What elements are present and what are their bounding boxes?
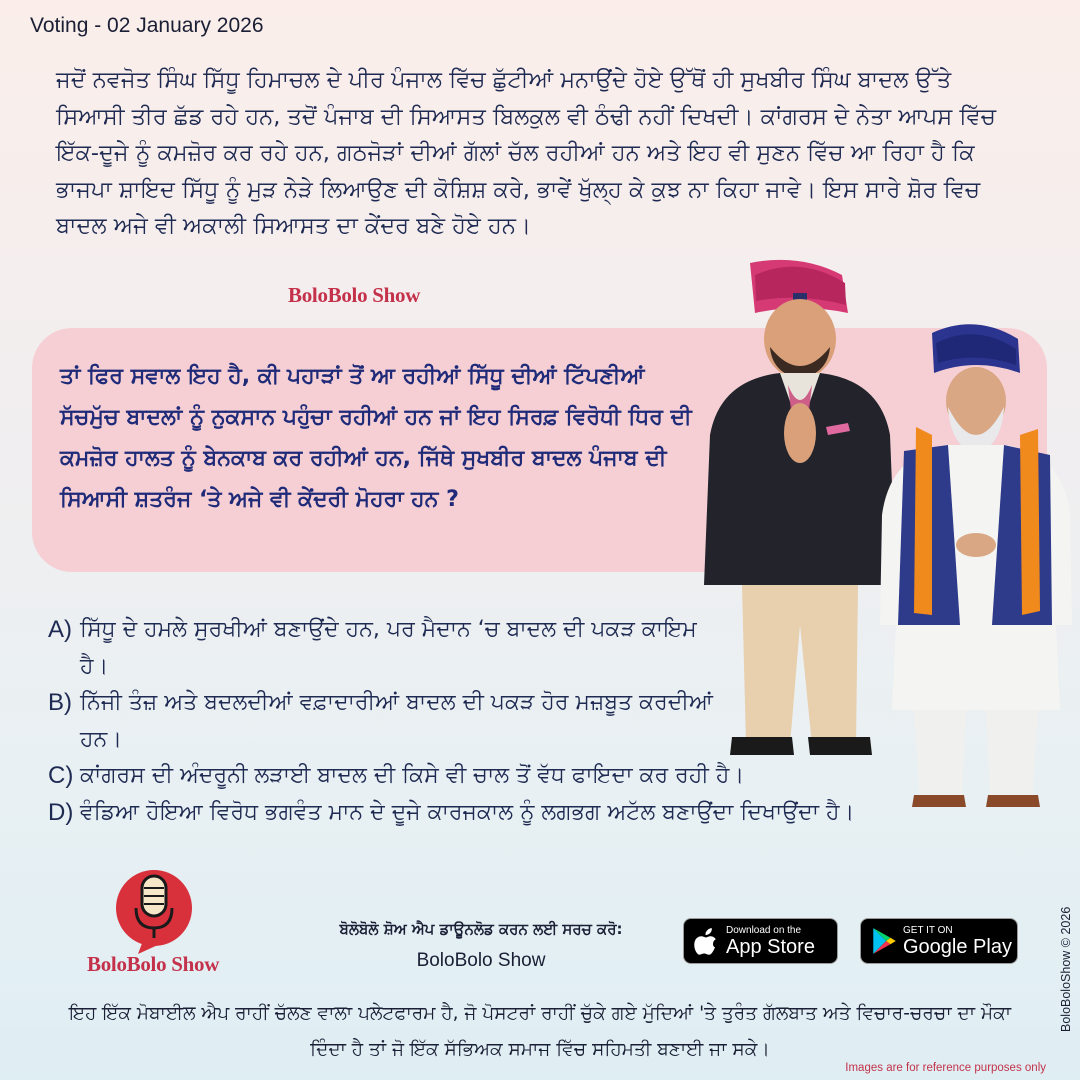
microphone-logo-icon (108, 868, 208, 954)
option-a[interactable] (48, 612, 928, 685)
option-letter: B) (48, 689, 72, 716)
option-b[interactable] (48, 685, 928, 758)
google-play-icon (871, 926, 897, 956)
question-text: ਤਾਂ ਫਿਰ ਸਵਾਲ ਇਹ ਹੈ, ਕੀ ਪਹਾੜਾਂ ਤੋਂ ਆ ਰਹੀਆਂ ਸਿੱਧੂ ਦੀਆਂ ਟਿੱਪਣੀਆਂ ਸੱਚਮੁੱਚ ਬਾਦਲਾਂ ਨੂੰ ਨੁਕਸਾਨ ਪਹੁੰਚਾ ਰਹੀਆਂ ਹਨ ਜਾਂ ਇਹ ਸਿਰਫ਼ ਵਿਰੋਧੀ ਧਿਰ ਦੀ ਕਮਜ਼ੋਰ ਹਾਲਤ ਨੂੰ ਬੇਨਕਾਬ ਕਰ ਰਹੀਆਂ ਹਨ, ਜਿੱਥੇ ਸੁਖਬੀਰ ਬਾਦਲ ਪੰਜਾਬ ਦੀ ਸਿਆਸੀ ਸ਼ਤਰੰਜ ‘ਤੇ ਅਜੇ ਵੀ ਕੇਂਦਰੀ ਮੋਹਰਾ ਹਨ ? (60, 364, 692, 512)
option-letter: C) (48, 762, 74, 789)
brand-watermark: BoloBolo Show (288, 283, 421, 307)
logo-text: BoloBolo Show (87, 952, 220, 976)
option-letter: A) (48, 616, 72, 643)
page-title: Voting - 02 January 2026 (30, 14, 264, 37)
search-app-name: BoloBolo Show (416, 950, 546, 971)
apple-icon (694, 926, 720, 956)
intro-paragraph: ਜਦੋਂ ਨਵਜੋਤ ਸਿੰਘ ਸਿੱਧੂ ਹਿਮਾਚਲ ਦੇ ਪੀਰ ਪੰਜਾਲ ਵਿੱਚ ਛੁੱਟੀਆਂ ਮਨਾਉਂਦੇ ਹੋਏ ਉੱਥੋਂ ਹੀ ਸੁਖਬੀਰ ਸਿੰਘ ਬਾਦਲ ਉੱਤੇ ਸਿਆਸੀ ਤੀਰ ਛੱਡ ਰਹੇ ਹਨ, ਤਦੋਂ ਪੰਜਾਬ ਦੀ ਸਿਆਸਤ ਬਿਲਕੁਲ ਵੀ ਠੰਢੀ ਨਹੀਂ ਦਿਖਦੀ। ਕਾਂਗਰਸ ਦੇ ਨੇਤਾ ਆਪਸ ਵਿੱਚ ਇੱਕ-ਦੂਜੇ ਨੂੰ ਕਮਜ਼ੋਰ ਕਰ ਰਹੇ ਹਨ, ਗਠਜੋੜਾਂ ਦੀਆਂ ਗੱਲਾਂ ਚੱਲ ਰਹੀਆਂ ਹਨ ਅਤੇ ਇਹ ਵੀ ਸੁਣਨ ਵਿੱਚ ਆ ਰਿਹਾ ਹੈ ਕਿ ਭਾਜਪਾ ਸ਼ਾਇਦ ਸਿੱਧੂ ਨੂੰ ਮੁੜ ਨੇੜੇ ਲਿਆਉਣ ਦੀ ਕੋਸ਼ਿਸ਼ ਕਰੇ, ਭਾਵੇਂ ਖੁੱਲ੍ਹ ਕੇ ਕੁਝ ਨਾ ਕਿਹਾ ਜਾਵੇ। ਇਸ ਸਾਰੇ ਸ਼ੋਰ ਵਿਚ ਬਾਦਲ ਅਜੇ ਵੀ ਅਕਾਲੀ ਸਿਆਸਤ ਦਾ ਕੇਂਦਰ ਬਣੇ ਹੋਏ ਹਨ। (56, 67, 996, 239)
footer-description: ਇਹ ਇੱਕ ਮੋਬਾਈਲ ਐਪ ਰਾਹੀਂ ਚੱਲਣ ਵਾਲਾ ਪਲੇਟਫਾਰਮ ਹੈ, ਜੋ ਪੋਸਟਰਾਂ ਰਾਹੀਂ ਚੁੱਕੇ ਗਏ ਮੁੱਦਿਆਂ 'ਤੇ ਤੁਰੰਤ ਗੱਲਬਾਤ ਅਤੇ ਵਿਚਾਰ-ਚਰਚਾ ਦਾ ਮੌਕਾ ਦਿੰਦਾ ਹੈ ਤਾਂ ਜੋ ਇੱਕ ਸੱਭਿਅਕ ਸਮਾਜ ਵਿੱਚ ਸਹਿਮਤੀ ਬਣਾਈ ਜਾ ਸਕੇ। (68, 1003, 1012, 1060)
option-text: ਨਿੱਜੀ ਤੰਜ਼ ਅਤੇ ਬਦਲਦੀਆਂ ਵਫ਼ਾਦਾਰੀਆਂ ਬਾਦਲ ਦੀ ਪਕੜ ਹੋਰ ਮਜ਼ਬੂਤ ਕਰਦੀਆਂ ਹਨ। (80, 690, 713, 752)
app-store-button[interactable] (683, 918, 838, 964)
option-text: ਕਾਂਗਰਸ ਦੀ ਅੰਦਰੂਨੀ ਲੜਾਈ ਬਾਦਲ ਦੀ ਕਿਸੇ ਵੀ ਚਾਲ ਤੋਂ ਵੱਧ ਫਾਇਦਾ ਕਰ ਰਹੀ ਹੈ। (80, 763, 745, 788)
disclaimer-text: Images are for reference purposes only (845, 1062, 1046, 1074)
app-store-label: App Store (726, 935, 815, 958)
search-instruction: ਬੋਲੋਬੋਲੋ ਸ਼ੋਅ ਐਪ ਡਾਊਨਲੋਡ ਕਰਨ ਲਈ ਸਰਚ ਕਰੋ: (339, 920, 623, 938)
option-letter: D) (48, 798, 74, 826)
option-c[interactable] (48, 758, 928, 795)
app-store-small-label: Download on the (726, 924, 802, 936)
option-text: ਸਿੱਧੂ ਦੇ ਹਮਲੇ ਸੁਰਖੀਆਂ ਬਣਾਉਂਦੇ ਹਨ, ਪਰ ਮੈਦਾਨ ‘ਚ ਬਾਦਲ ਦੀ ਪਕੜ ਕਾਇਮ ਹੈ। (80, 617, 697, 679)
answer-options (48, 612, 928, 831)
google-play-button[interactable] (860, 918, 1018, 964)
google-play-small-label: GET IT ON (903, 924, 953, 936)
option-d[interactable] (48, 795, 928, 832)
google-play-label: Google Play (903, 935, 1012, 958)
copyright-text: BoloBoloShow © 2026 (1059, 906, 1073, 1032)
option-text: ਵੰਡਿਆ ਹੋਇਆ ਵਿਰੋਧ ਭਗਵੰਤ ਮਾਨ ਦੇ ਦੂਜੇ ਕਾਰਜਕਾਲ ਨੂੰ ਲਗਭਗ ਅਟੱਲ ਬਣਾਉਂਦਾ ਦਿਖਾਉਂਦਾ ਹੈ। (80, 799, 855, 825)
